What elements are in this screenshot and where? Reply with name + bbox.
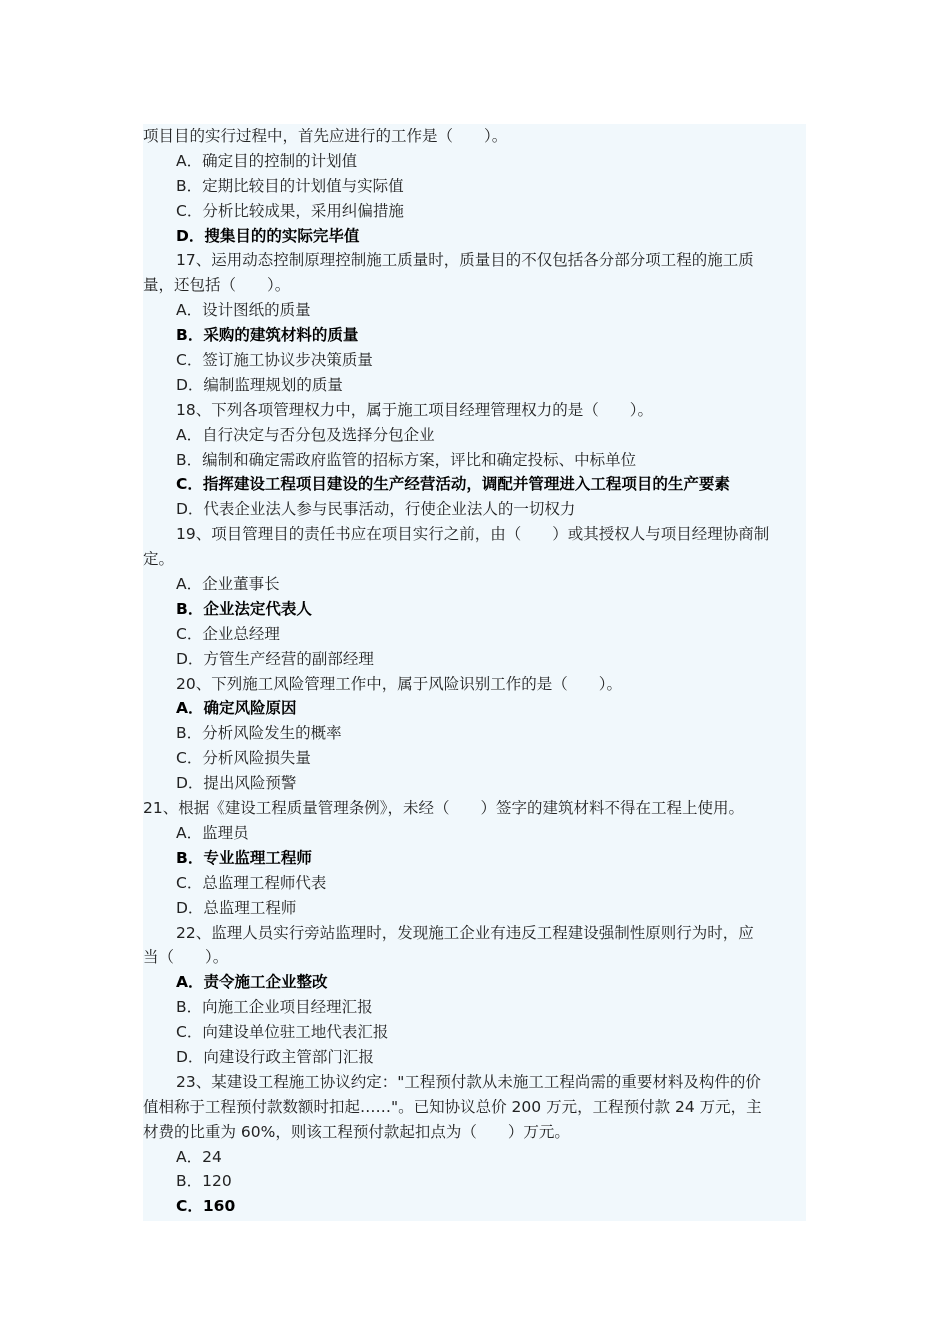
text-line: C．企业总经理 xyxy=(176,624,280,643)
text-line: A．责令施工企业整改 xyxy=(176,973,328,992)
text-line: D．代表企业法人参与民事活动，行使企业法人的一切权力 xyxy=(176,500,576,519)
text-line: B．120 xyxy=(176,1172,232,1191)
text-line: C．指挥建设工程项目建设的生产经营活动，调配并管理进入工程项目的生产要素 xyxy=(176,475,730,494)
text-line: D．方管生产经营的副部经理 xyxy=(176,649,374,668)
text-line: D．总监理工程师 xyxy=(176,898,297,917)
text-line: 17、运用动态控制原理控制施工质量时，质量目的不仅包括各分部分项工程的施工质 xyxy=(176,251,754,270)
text-line: 定。 xyxy=(143,550,175,569)
text-line: 材费的比重为 60%，则该工程预付款起扣点为（ ）万元。 xyxy=(143,1122,570,1141)
text-line: C．分析比较成果，采用纠偏措施 xyxy=(176,201,404,220)
text-line: A．自行决定与否分包及选择分包企业 xyxy=(176,425,435,444)
text-line: A．设计图纸的质量 xyxy=(176,301,311,320)
text-line: B．采购的建筑材料的质量 xyxy=(176,326,359,345)
text-line: C．160 xyxy=(176,1197,236,1216)
text-line: A．企业董事长 xyxy=(176,575,280,594)
text-line: B．分析风险发生的概率 xyxy=(176,724,342,743)
text-line: D．向建设行政主管部门汇报 xyxy=(176,1047,374,1066)
text-line: 22、监理人员实行旁站监理时，发现施工企业有违反工程建设强制性原则行为时，应 xyxy=(176,923,754,942)
text-line: C．向建设单位驻工地代表汇报 xyxy=(176,1023,389,1042)
text-line: 量，还包括（ ）。 xyxy=(143,276,291,295)
text-line: 值相称于工程预付款数额时扣起……"。已知协议总价 200 万元，工程预付款 24 万元，主 xyxy=(143,1097,762,1116)
text-line: B．企业法定代表人 xyxy=(176,599,312,618)
text-line: A．24 xyxy=(176,1147,222,1166)
text-line: B．向施工企业项目经理汇报 xyxy=(176,998,373,1017)
text-line: D．搜集目的的实际完毕值 xyxy=(176,226,360,245)
text-line: B．编制和确定需政府监管的招标方案，评比和确定投标、中标单位 xyxy=(176,450,637,469)
text-line: A．确定目的控制的计划值 xyxy=(176,151,358,170)
text-line: 当（ ）。 xyxy=(143,948,229,967)
text-line: B．定期比较目的计划值与实际值 xyxy=(176,176,404,195)
text-line: A．监理员 xyxy=(176,823,249,842)
text-line: B．专业监理工程师 xyxy=(176,848,312,867)
text-line: 19、项目管理目的责任书应在项目实行之前，由（ ）或其授权人与项目经理协商制 xyxy=(176,525,770,544)
text-line: D．编制监理规划的质量 xyxy=(176,375,343,394)
text-line: C．总监理工程师代表 xyxy=(176,873,327,892)
text-line: 23、某建设工程施工协议约定："工程预付款从未施工工程尚需的重要材料及构件的价 xyxy=(176,1072,761,1091)
text-line: C．签订施工协议步决策质量 xyxy=(176,351,373,370)
text-line: 20、下列施工风险管理工作中，属于风险识别工作的是（ ）。 xyxy=(176,674,622,693)
text-line: 18、下列各项管理权力中，属于施工项目经理管理权力的是（ ）。 xyxy=(176,400,653,419)
text-line: 21、根据《建设工程质量管理条例》，未经（ ）签字的建筑材料不得在工程上使用。 xyxy=(143,799,744,818)
question-text-block xyxy=(143,124,806,1219)
text-line: 项目目的实行过程中，首先应进行的工作是（ ）。 xyxy=(143,127,508,145)
text-line: C．分析风险损失量 xyxy=(176,749,311,768)
text-line: A．确定风险原因 xyxy=(176,699,297,718)
text-line: D．提出风险预警 xyxy=(176,774,297,793)
